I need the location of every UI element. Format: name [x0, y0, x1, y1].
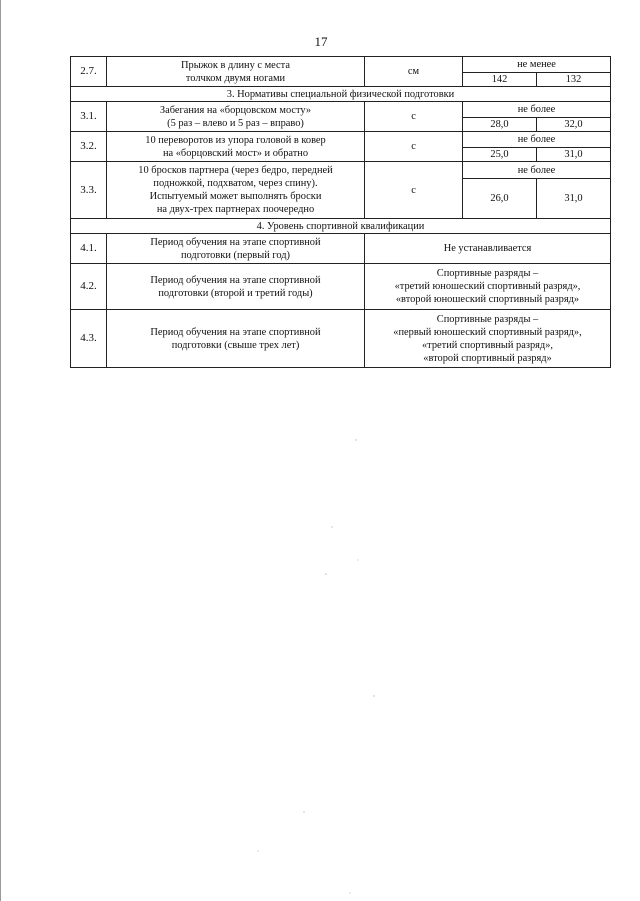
qualification-line: «второй юношеский спортивный разряд»: [395, 294, 580, 305]
description-line: 10 бросков партнера (через бедро, передней: [138, 165, 333, 176]
norm-value: 142: [463, 73, 537, 87]
row-number: 3.2.: [71, 132, 107, 162]
qualification-line: Спортивные разряды –: [436, 268, 539, 279]
unit-cell: см: [365, 57, 463, 87]
description-line: на «борцовский мост» и обратно: [162, 147, 309, 159]
unit-cell: с: [365, 132, 463, 162]
qualification-line: «третий юношеский спортивный разряд»,: [394, 281, 581, 292]
description-line: Период обучения на этапе спортивной: [150, 274, 321, 286]
description-line: Период обучения на этапе спортивной: [150, 236, 321, 248]
description-line: (5 раз – влево и 5 раз – вправо): [167, 117, 304, 129]
row-number: 4.3.: [71, 310, 107, 368]
qualification-line: «первый юношеский спортивный разряд»,: [393, 326, 582, 338]
description-line: подготовки (свыше трех лет): [171, 339, 300, 351]
norm-value: 25,0: [463, 148, 537, 162]
norm-value: 31,0: [537, 179, 611, 219]
row-number: 3.3.: [71, 162, 107, 219]
description-line: Прыжок в длину с места: [181, 59, 290, 71]
norm-value: 31,0: [537, 148, 611, 162]
scan-noise: [1, 0, 640, 901]
section-title: 3. Нормативы специальной физической подготовки: [71, 87, 611, 102]
qualification-line: «второй спортивный разряд»: [423, 352, 552, 364]
section-title: 4. Уровень спортивной квалификации: [71, 219, 611, 234]
description-line: Испытуемый может выполнять броски: [149, 191, 322, 202]
norm-value: 26,0: [463, 179, 537, 219]
description-line: подготовки (второй и третий годы): [158, 287, 313, 299]
row-number: 4.1.: [71, 234, 107, 264]
description-line: на двух-трех партнерах поочередно: [156, 204, 315, 215]
unit-cell: с: [365, 102, 463, 132]
qualification-value: Не устанавливается: [365, 234, 611, 264]
description-line: 10 переворотов из упора головой в ковер: [145, 134, 326, 146]
page-number: 17: [314, 34, 328, 49]
description-line: Забегания на «борцовском мосту»: [159, 104, 312, 116]
norm-value: 132: [537, 73, 611, 87]
description-line: толчком двумя ногами: [185, 72, 286, 84]
description-line: Период обучения на этапе спортивной: [150, 326, 321, 338]
description-line: подножкой, подхватом, через спину).: [153, 178, 318, 189]
norm-header: не менее: [463, 57, 611, 73]
qualification-line: Спортивные разряды –: [436, 313, 539, 325]
norm-header: не более: [463, 132, 611, 148]
row-number: 3.1.: [71, 102, 107, 132]
norm-header: не более: [463, 102, 611, 118]
qualification-line: «третий спортивный разряд»,: [421, 339, 554, 351]
row-number: 2.7.: [71, 57, 107, 87]
description-line: подготовки (первый год): [180, 249, 291, 261]
unit-cell: с: [365, 162, 463, 219]
row-number: 4.2.: [71, 264, 107, 310]
norm-value: 28,0: [463, 118, 537, 132]
norm-header: не более: [463, 162, 611, 179]
norm-value: 32,0: [537, 118, 611, 132]
